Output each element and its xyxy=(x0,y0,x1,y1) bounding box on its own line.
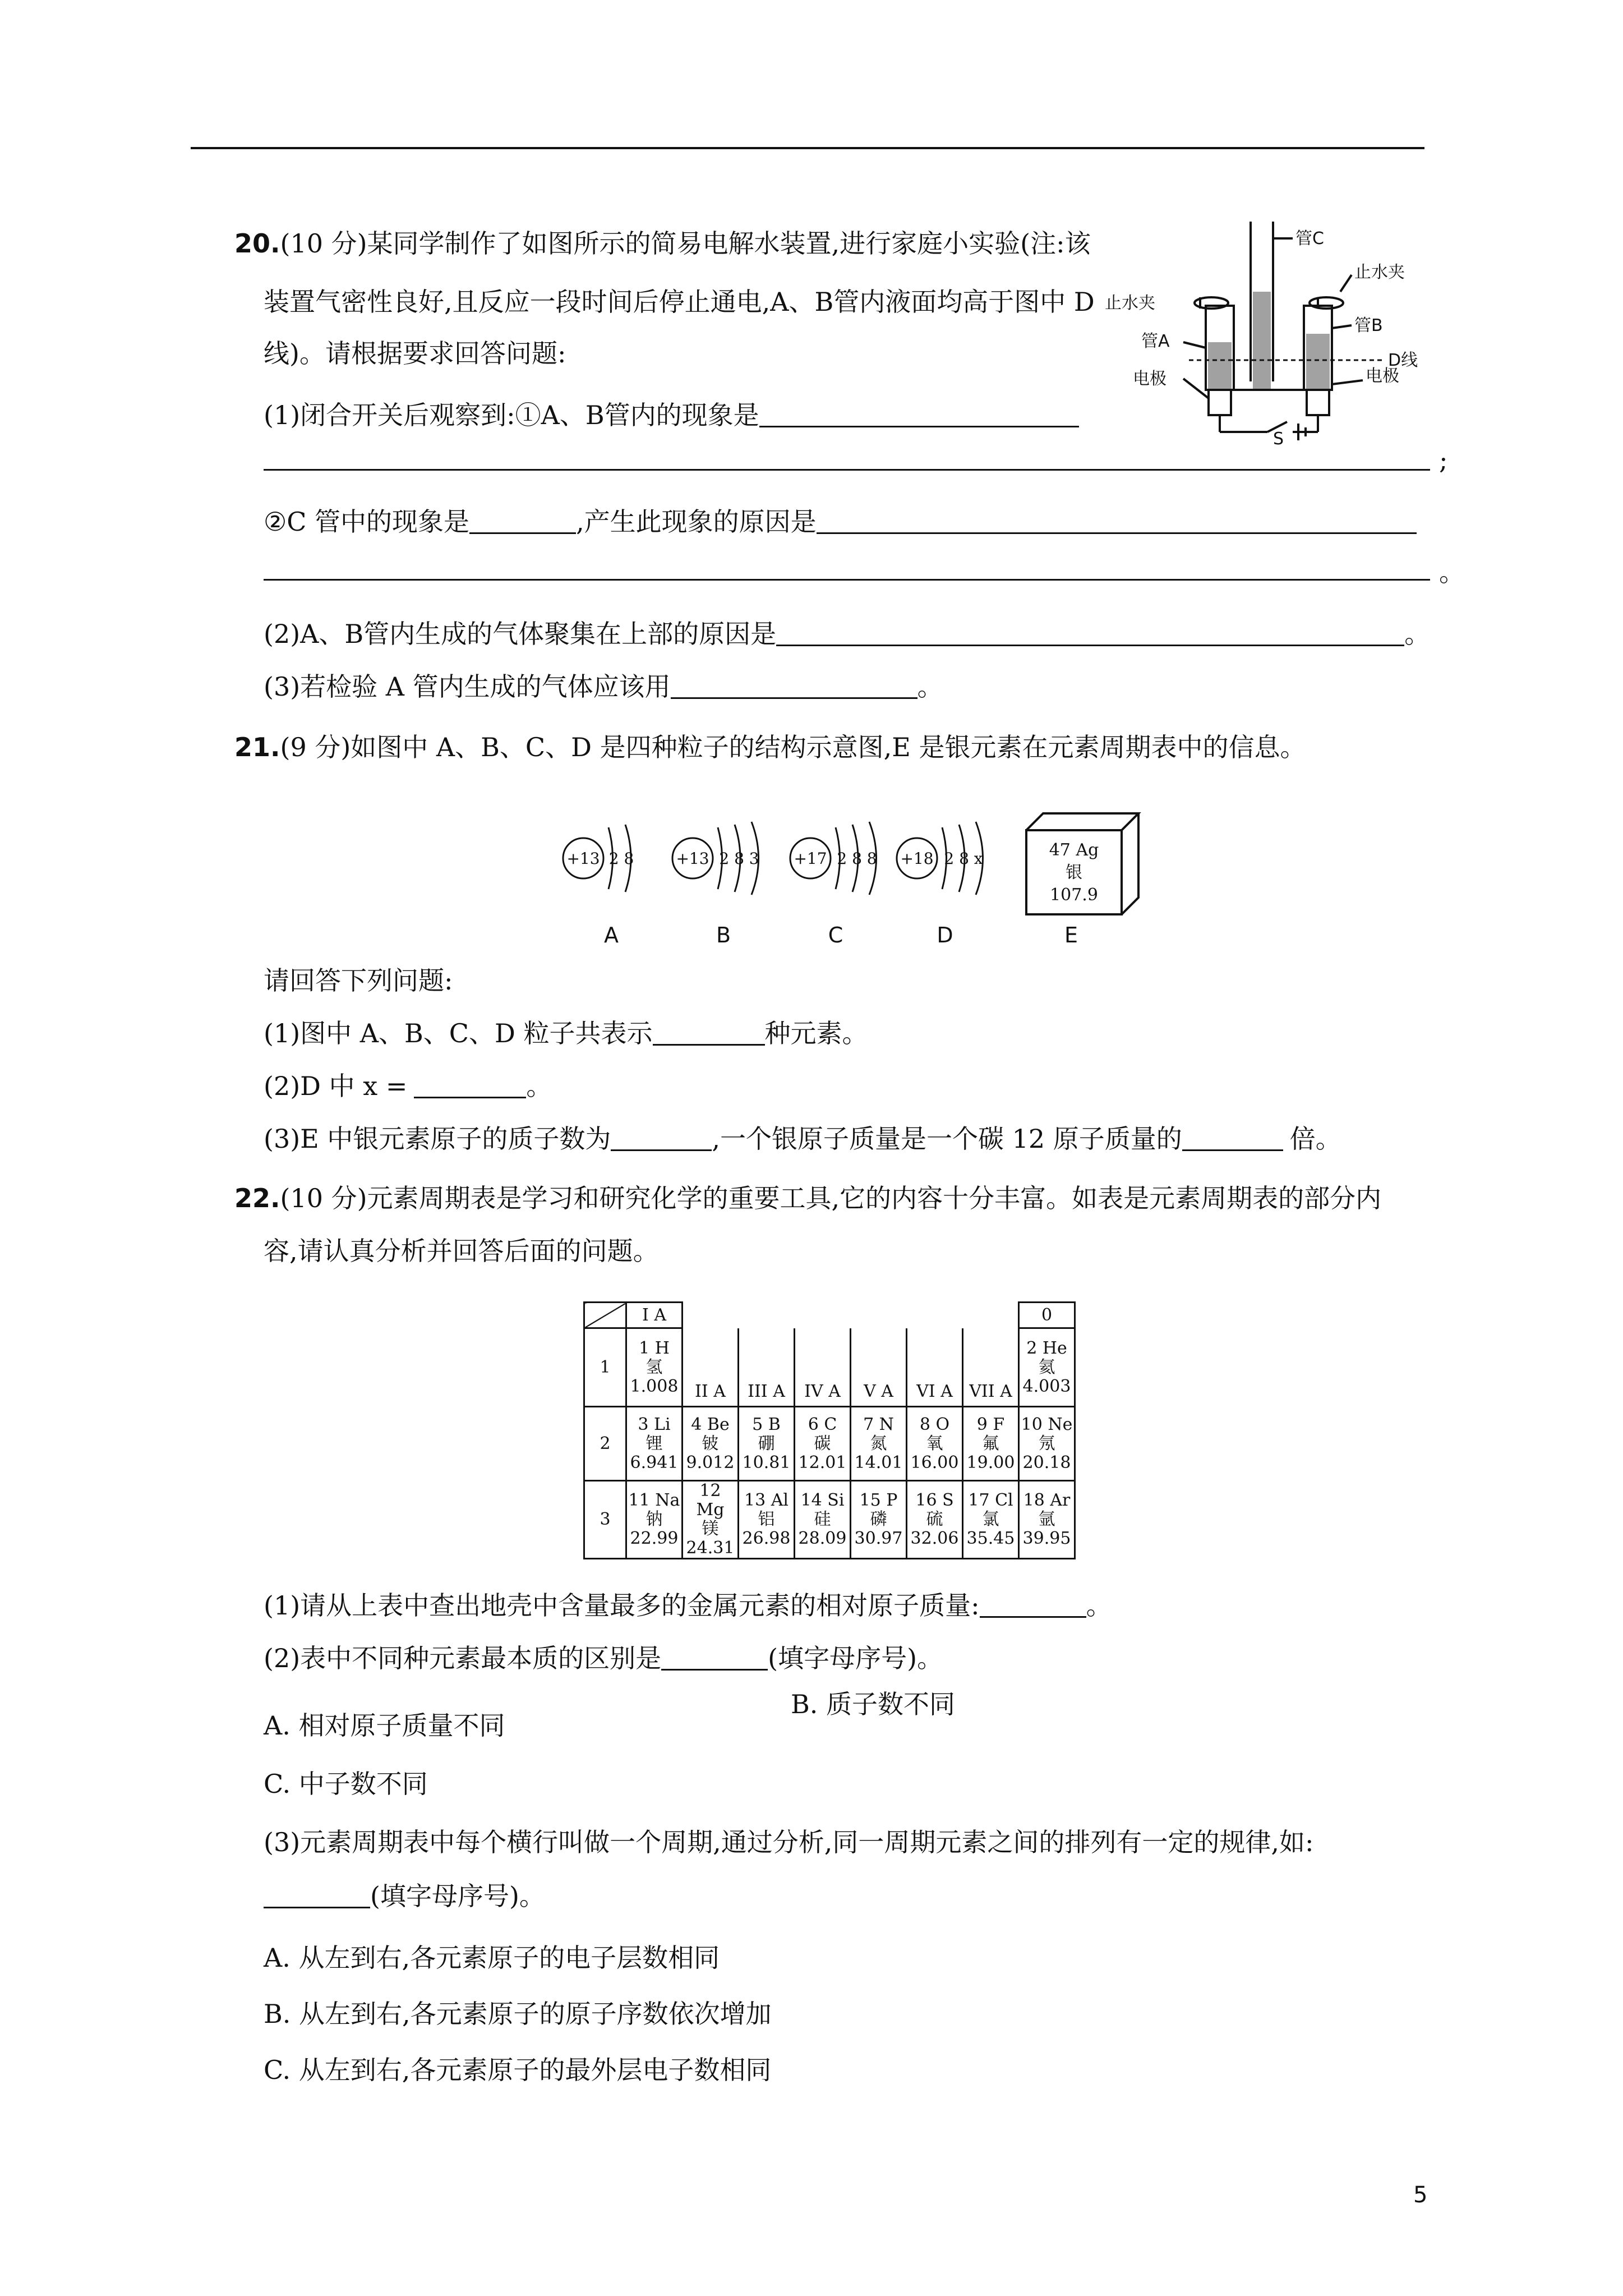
particle-c-nucleus: +17 xyxy=(794,849,827,868)
q21-number: 21. xyxy=(234,732,280,762)
element-cell-be: 4 Be 铍 9.012 xyxy=(683,1407,739,1481)
label-clamp-left: 止水夹 xyxy=(1105,293,1155,313)
q22-part3-option-a: A. 从左到右,各元素原子的电子层数相同 xyxy=(264,1943,720,1973)
q20-part3: (3)若检验 A 管内生成的气体应该用 。 xyxy=(264,671,943,702)
element-cell-o: 8 O 氧 16.00 xyxy=(907,1407,963,1481)
particle-a-shells: 2 8 xyxy=(608,849,634,868)
q22-part1: (1)请从上表中查出地壳中含量最多的金属元素的相对原子质量: 。 xyxy=(264,1590,1112,1621)
element-e-number-symbol: 47 Ag xyxy=(1049,840,1099,860)
particle-b-shells: 2 8 3 xyxy=(719,849,759,868)
q21-part2: (2)D 中 x = 。 xyxy=(264,1071,552,1101)
label-electrode-right: 电极 xyxy=(1366,366,1399,386)
q22-part2-option-c: C. 中子数不同 xyxy=(264,1769,428,1799)
answer-blank-q20-3[interactable] xyxy=(671,673,917,699)
particle-diagrams xyxy=(555,808,1144,954)
q20-line3: 线)。请根据要求回答问题: xyxy=(264,338,566,369)
element-cell-b: 5 B 硼 10.81 xyxy=(739,1407,795,1481)
label-electrode-left: 电极 xyxy=(1133,369,1166,389)
particle-d-shells: 2 8 x xyxy=(944,849,983,868)
answer-blank-q20-1[interactable] xyxy=(759,401,1079,427)
group-iva-header: IV A xyxy=(795,1328,851,1407)
element-cell-ne: 10 Ne 氖 20.18 xyxy=(1019,1407,1075,1481)
element-cell-li: 3 Li 锂 6.941 xyxy=(626,1407,683,1481)
header-rule xyxy=(191,147,1424,149)
group-0-header: 0 xyxy=(1019,1303,1075,1328)
answer-blank-q20-c[interactable] xyxy=(469,508,576,534)
electrolysis-apparatus-figure xyxy=(1105,213,1475,449)
label-tube-a: 管A xyxy=(1141,332,1170,351)
group-ia-header: I A xyxy=(626,1303,683,1328)
q20-part1-c: ②C 管中的现象是 ,产生此现象的原因是 xyxy=(264,505,1417,539)
label-switch-s: S xyxy=(1273,429,1284,449)
particle-d-nucleus: +18 xyxy=(900,849,934,868)
period-3-label: 3 xyxy=(584,1481,626,1559)
answer-blank-q21-3b[interactable] xyxy=(1182,1125,1283,1151)
q20-line2: 装置气密性良好,且反应一段时间后停止通电,A、B管内液面均高于图中 D xyxy=(264,287,1095,317)
answer-blank-q21-2[interactable] xyxy=(414,1072,526,1098)
label-tube-c: 管C xyxy=(1295,229,1324,249)
group-iiia-header: III A xyxy=(739,1328,795,1407)
element-cell-he: 2 He 氦 4.003 xyxy=(1019,1328,1075,1407)
element-cell-mg: 12 Mg 镁 24.31 xyxy=(683,1481,739,1559)
answer-blank-q20-reason[interactable] xyxy=(817,508,1417,534)
group-va-header: V A xyxy=(851,1328,907,1407)
answer-blank-q21-1[interactable] xyxy=(653,1019,765,1046)
element-cell-s: 16 S 硫 32.06 xyxy=(907,1481,963,1559)
element-cell-p: 15 P 磷 30.97 xyxy=(851,1481,907,1559)
page-number: 5 xyxy=(1413,2182,1428,2208)
element-cell-cl: 17 Cl 氯 35.45 xyxy=(963,1481,1019,1559)
answer-blank-q20-2[interactable] xyxy=(776,620,1404,646)
q21-prompt: 请回答下列问题: xyxy=(264,965,453,996)
particle-d-label: D xyxy=(937,923,953,947)
q22-part3-answer: (填字母序号)。 xyxy=(264,1879,545,1913)
particle-b-nucleus: +13 xyxy=(676,849,709,868)
element-cell-n: 7 N 氮 14.01 xyxy=(851,1407,907,1481)
element-cell-na: 11 Na 钠 22.99 xyxy=(626,1481,683,1559)
q20-semicolon: ; xyxy=(1439,445,1448,475)
label-tube-b: 管B xyxy=(1354,316,1383,335)
element-cell-f: 9 F 氟 19.00 xyxy=(963,1407,1019,1481)
label-d-line: D线 xyxy=(1388,351,1418,370)
particle-b-label: B xyxy=(716,923,731,947)
answer-blank-q21-3a[interactable] xyxy=(611,1125,712,1151)
group-via-header: VI A xyxy=(907,1328,963,1407)
q20-line1: 20.(10 分)某同学制作了如图所示的简易电解水装置,进行家庭小实验(注:该 xyxy=(234,228,1091,259)
q22-part3-option-c: C. 从左到右,各元素原子的最外层电子数相同 xyxy=(264,2055,772,2085)
q21-part3: (3)E 中银元素原子的质子数为 ,一个银原子质量是一个碳 12 原子质量的 倍。 xyxy=(264,1124,1341,1154)
period-2-label: 2 xyxy=(584,1407,626,1481)
q22-part3-option-b: B. 从左到右,各元素原子的原子序数依次增加 xyxy=(264,1999,772,2029)
q22-line2: 容,请认真分析并回答后面的问题。 xyxy=(264,1236,659,1266)
answer-blank-q22-1[interactable] xyxy=(980,1591,1086,1618)
q20-part2: (2)A、B管内生成的气体聚集在上部的原因是 。 xyxy=(264,619,1431,649)
periodic-table xyxy=(583,1301,1076,1559)
element-cell-si: 14 Si 硅 28.09 xyxy=(795,1481,851,1559)
answer-line-q20-reason-b[interactable] xyxy=(264,579,1430,581)
answer-blank-q22-2[interactable] xyxy=(661,1644,768,1671)
q22-part2-option-b: B. 质子数不同 xyxy=(791,1689,956,1719)
particle-c-shells: 2 8 8 xyxy=(837,849,877,868)
element-cell-h: 1 H 氢 1.008 xyxy=(626,1328,683,1407)
q20-number: 20. xyxy=(234,228,280,259)
q22-part2-option-a: A. 相对原子质量不同 xyxy=(264,1710,505,1741)
period-1-label: 1 xyxy=(584,1328,626,1407)
element-e-name: 银 xyxy=(1066,863,1082,882)
q21-stem: 21.(9 分)如图中 A、B、C、D 是四种粒子的结构示意图,E 是银元素在元素周期表中的信息。 xyxy=(234,732,1306,762)
element-cell-c: 6 C 碳 12.01 xyxy=(795,1407,851,1481)
answer-line-q20-1b[interactable] xyxy=(264,469,1430,471)
group-viia-header: VII A xyxy=(963,1328,1019,1407)
particle-a-nucleus: +13 xyxy=(566,849,600,868)
label-clamp-right: 止水夹 xyxy=(1354,263,1405,282)
q22-part3: (3)元素周期表中每个横行叫做一个周期,通过分析,同一周期元素之间的排列有一定的规律,如: xyxy=(264,1827,1314,1857)
element-box-label: E xyxy=(1064,923,1078,947)
q22-number: 22. xyxy=(234,1183,280,1213)
q21-part1: (1)图中 A、B、C、D 粒子共表示 种元素。 xyxy=(264,1018,868,1048)
answer-blank-q22-3[interactable] xyxy=(264,1882,370,1908)
element-cell-al: 13 Al 铝 26.98 xyxy=(739,1481,795,1559)
element-e-mass: 107.9 xyxy=(1050,885,1098,905)
table-corner xyxy=(584,1303,626,1328)
particle-a-label: A xyxy=(604,923,619,947)
group-iia-header: II A xyxy=(683,1328,739,1407)
particle-c-label: C xyxy=(828,923,843,947)
q22-line1: 22.(10 分)元素周期表是学习和研究化学的重要工具,它的内容十分丰富。如表是元素周期表的部分内 xyxy=(234,1183,1382,1213)
q20-period-1: 。 xyxy=(1439,557,1465,587)
q22-part2: (2)表中不同种元素最本质的区别是 (填字母序号)。 xyxy=(264,1643,943,1673)
element-cell-ar: 18 Ar 氩 39.95 xyxy=(1019,1481,1075,1559)
q20-part1: (1)闭合开关后观察到:①A、B管内的现象是 xyxy=(264,398,1079,432)
